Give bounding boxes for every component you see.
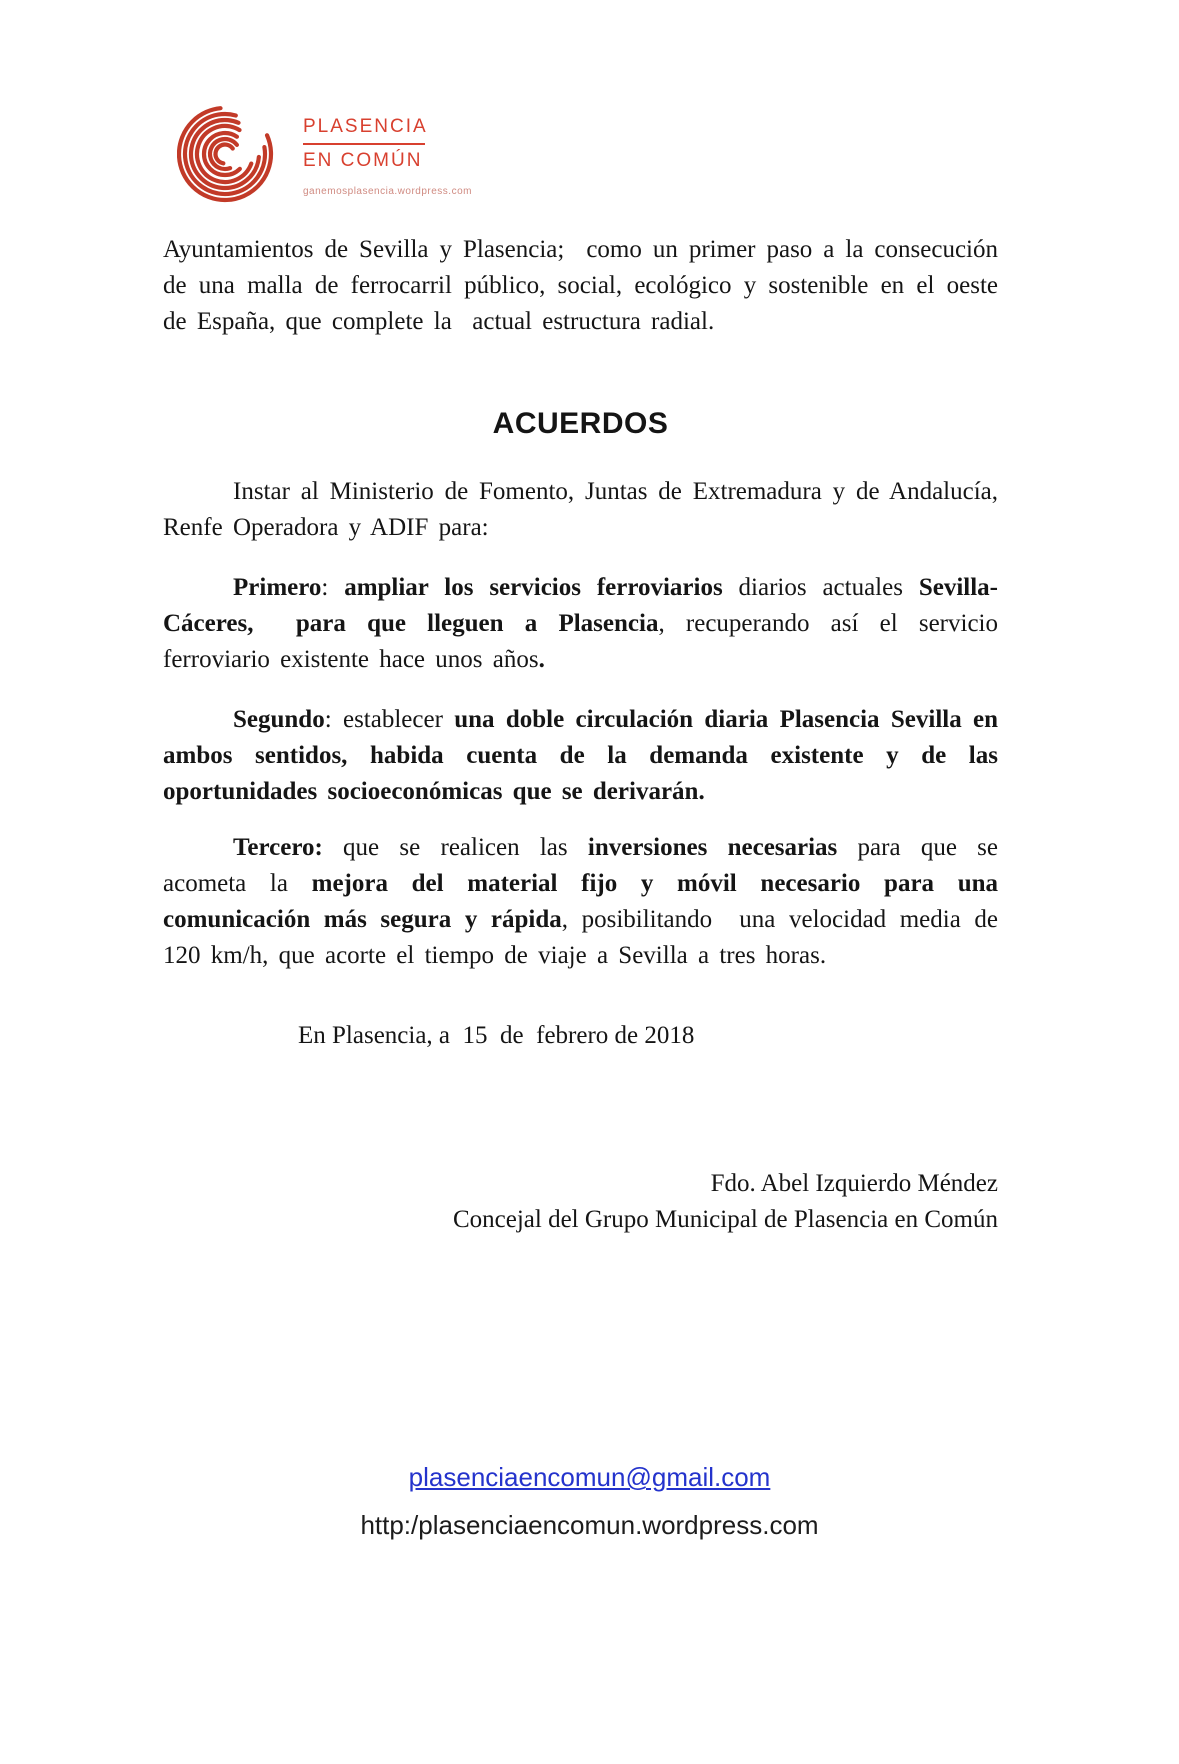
logo-website: ganemosplasencia.wordpress.com bbox=[303, 186, 472, 197]
signature-block bbox=[163, 1166, 998, 1238]
logo-brand-line2: EN COMÚN bbox=[303, 150, 423, 171]
acuerdos-heading: ACUERDOS bbox=[492, 407, 669, 440]
document-paragraph: Segundo: establecer una doble circulación diaria Plasencia Sevilla en ambos sentidos, habida cuenta de la demanda existente y de las oportunidades socioeconómicas que se derivarán. bbox=[163, 706, 1009, 805]
document-paragraph: Instar al Ministerio de Fomento, Juntas de Extremadura y de Andalucía, Renfe Operadora y ADIF para: bbox=[163, 478, 1009, 541]
date-line: En Plasencia, a 15 de febrero de 2018 bbox=[298, 1022, 695, 1049]
logo-brand-line1: PLASENCIA bbox=[303, 116, 428, 137]
signature-line: Fdo. Abel Izquierdo Méndez bbox=[710, 1170, 998, 1197]
website-url: http:/plasenciaencomun.wordpress.com bbox=[360, 1510, 819, 1540]
document-paragraph: Tercero: que se realicen las inversiones necesarias para que se acometa la mejora del material fijo y móvil necesario para una comunicación más segura y rápida, posibilitando una velocidad media de 120 km/h, que acorte el tiempo de viaje a Sevilla a tres horas. bbox=[163, 834, 1009, 969]
signature-line: Concejal del Grupo Municipal de Plasencia en Común bbox=[452, 1206, 998, 1233]
footer-email-row bbox=[0, 1462, 1179, 1493]
logo-divider bbox=[303, 143, 425, 145]
page-footer bbox=[0, 1462, 1179, 1541]
plasencia-spiral-logo-icon bbox=[177, 96, 277, 208]
document-page bbox=[0, 96, 1179, 1541]
logo bbox=[177, 96, 1179, 212]
document-paragraph: Primero: ampliar los servicios ferroviarios diarios actuales Sevilla-Cáceres, para que lleguen a Plasencia, recuperando así el servicio ferroviario existente hace unos años. bbox=[163, 574, 1009, 673]
email-link[interactable]: plasenciaencomun@gmail.com bbox=[408, 1462, 771, 1492]
document-paragraph: Ayuntamientos de Sevilla y Plasencia; como un primer paso a la consecución de una malla de ferrocarril público, social, ecológico y sostenible en el oeste de España, que complete la actual estructura radial. bbox=[163, 236, 1009, 335]
document-body bbox=[163, 232, 1009, 1238]
logo-text-block bbox=[303, 96, 472, 197]
